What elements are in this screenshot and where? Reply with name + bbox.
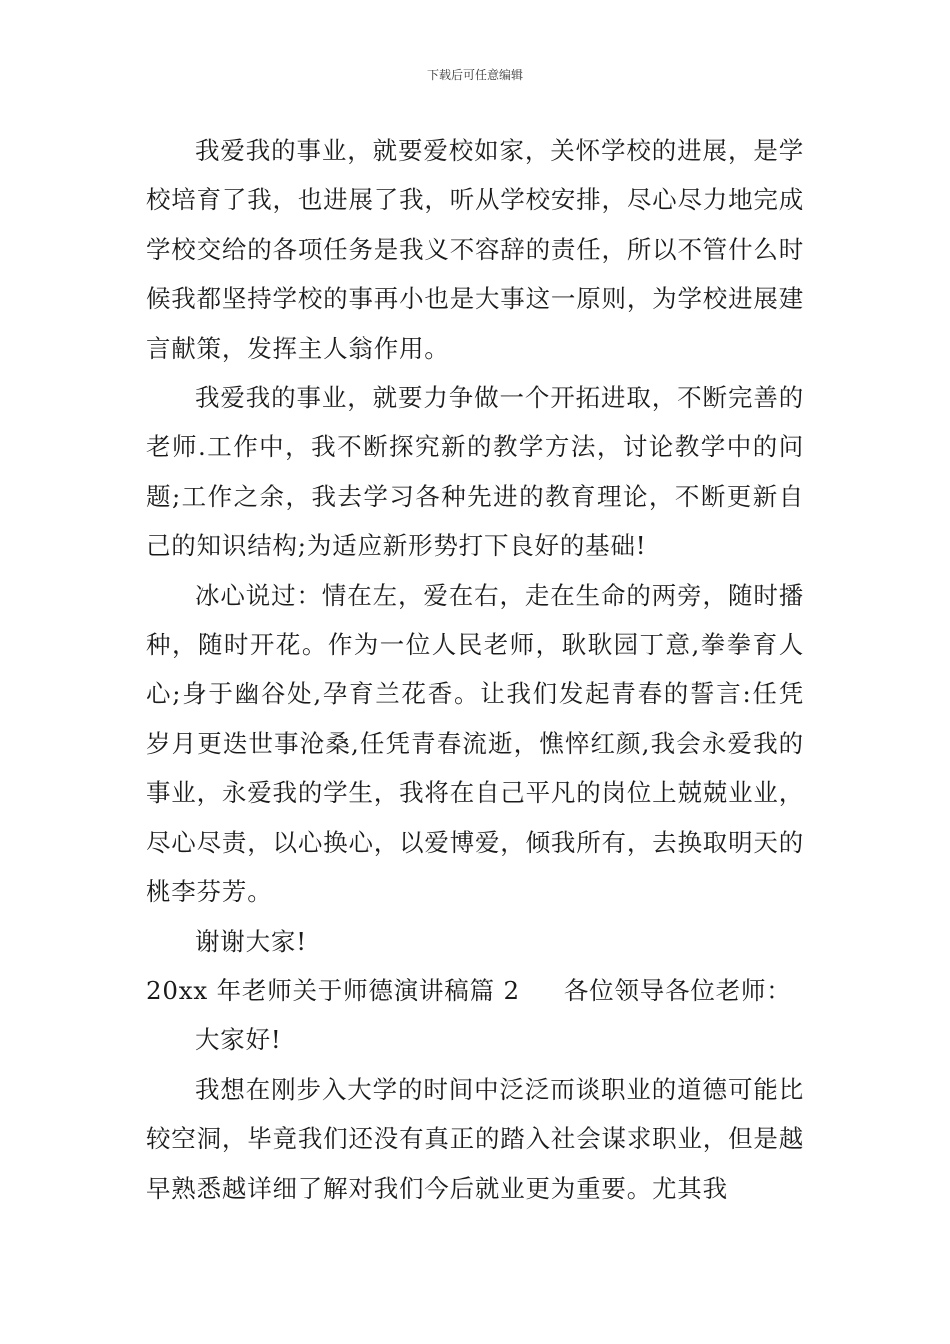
paragraph-bingxin-quote: 冰心说过：情在左，爱在右，走在生命的两旁，随时播种，随时开花。作为一位人民老师，耿耿园丁意,拳拳育人心;身于幽谷处,孕育兰花香。让我们发起青春的誓言:任凭岁月更迭世事沧桑,任凭青春流逝，憔悴红颜,我会永爱我的事业，永爱我的学生，我将在自己平凡的岗位上兢兢业业，尽心尽责，以心换心，以爱博爱，倾我所有，去换取明天的桃李芬芳。 [146,580,804,907]
paragraph-professional-ethics: 我想在刚步入大学的时间中泛泛而谈职业的道德可能比较空洞，毕竟我们还没有真正的踏入社会谋求职业，但是越早熟悉越详细了解对我们今后就业更为重要。尤其我 [146,1074,804,1203]
document-body [146,126,804,1213]
section-salutation: 各位领导各位老师： [563,975,792,1005]
paragraph-thanks: 谢谢大家! [195,926,307,956]
paragraph-pioneering: 我爱我的事业，就要力争做一个开拓进取，不断完善的老师.工作中，我不断探究新的教学方法，讨论教学中的问题;工作之余，我去学习各种先进的教育理论，不断更新自己的知识结构;为适应新形势打下良好的基础! [146,383,804,561]
section-title: 20xx 年老师关于师德演讲稿篇 2 [146,975,520,1005]
paragraph-greeting: 大家好! [195,1025,282,1055]
paragraph-love-school: 我爱我的事业，就要爱校如家，关怀学校的进展，是学校培育了我，也进展了我，听从学校安排，尽心尽力地完成学校交给的各项任务是我义不容辞的责任，所以不管什么时候我都坚持学校的事再小也是大事这一原则，为学校进展建言献策，发挥主人翁作用。 [146,136,804,363]
section-heading [146,966,804,1015]
page-header-note: 下载后可任意编辑 [426,68,523,82]
